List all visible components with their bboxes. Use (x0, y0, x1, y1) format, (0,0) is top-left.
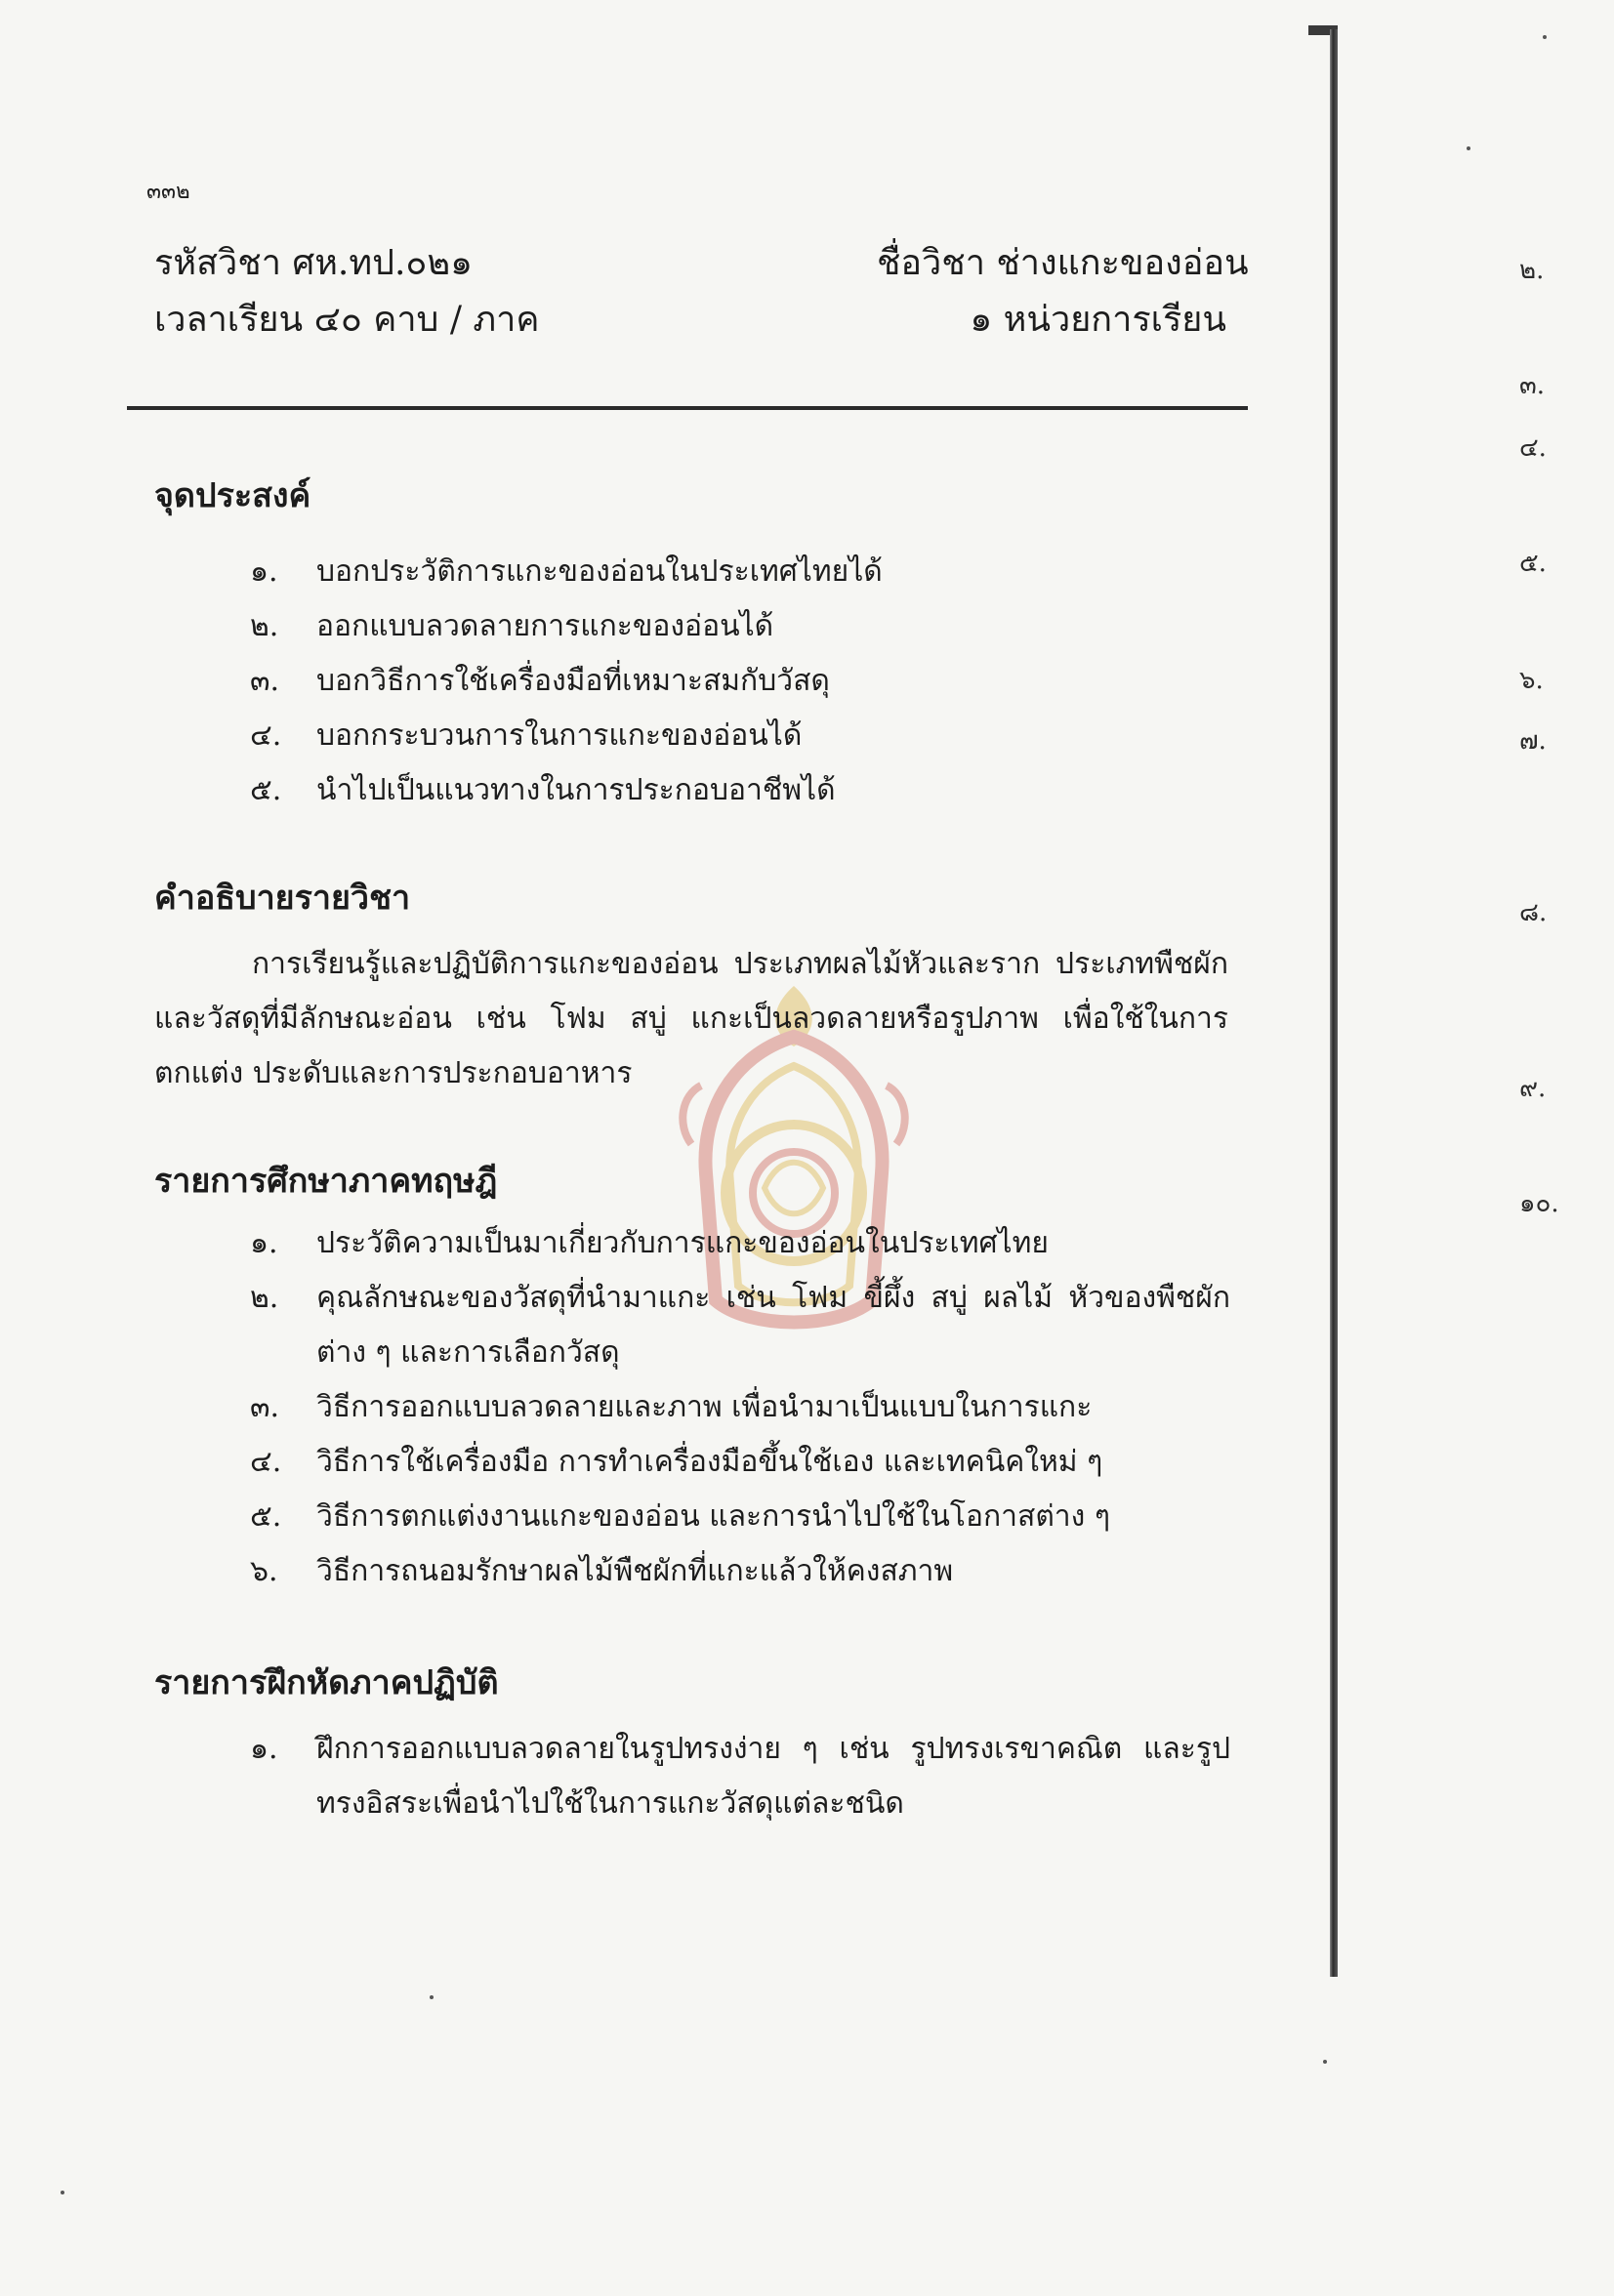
course-code: รหัสวิชา ศห.ทป.๐๒๑ (154, 243, 473, 283)
item-text: วิธีการตกแต่งงานแกะของอ่อน และการนำไปใช้ในโอกาสต่าง ๆ (316, 1499, 1110, 1534)
page-number: ๓๓๒ (146, 180, 190, 204)
item-number: ๑. (250, 1732, 278, 1766)
course-name: ชื่อวิชา ช่างแกะของอ่อน (877, 243, 1249, 283)
item-number: ๕. (250, 773, 282, 807)
item-text: วิธีการถนอมรักษาผลไม้พืชผักที่แกะแล้วให้คงสภาพ (316, 1554, 954, 1588)
item-text: ออกแบบลวดลายการแกะของอ่อนได้ (316, 609, 774, 643)
theory-title: รายการศึกษาภาคทฤษฎี (154, 1162, 498, 1201)
item-number: ๒. (250, 1281, 279, 1315)
binding-edge (1330, 29, 1338, 1977)
item-number: ๓. (250, 664, 280, 698)
objectives-title: จุดประสงค์ (154, 476, 311, 515)
item-number: ๖. (250, 1554, 278, 1588)
item-text: วิธีการออกแบบลวดลายและภาพ เพื่อนำมาเป็นแบบในการแกะ (316, 1390, 1093, 1424)
item-number: ๑. (250, 554, 278, 589)
description-text: การเรียนรู้และปฏิบัติการแกะของอ่อน ประเภทผลไม้หัวและราก ประเภทพืชผัก และวัสดุที่มีลักษณะอ่อน เช่น โฟม สบู่ แกะเป็นลวดลายหรือรูปภาพ เพื่อใช้ในการตกแต่ง ประดับและการประกอบอาหาร (154, 947, 1228, 1090)
item-text: บอกกระบวนการในการแกะของอ่อนได้ (316, 718, 803, 753)
scan-speck (1543, 35, 1547, 39)
margin-number: ๔. (1519, 433, 1547, 463)
item-number: ๒. (250, 609, 279, 643)
margin-number: ๓. (1519, 371, 1546, 400)
margin-number: ๘. (1519, 898, 1548, 927)
study-time: เวลาเรียน ๔๐ คาบ / ภาค (154, 300, 540, 340)
item-number: ๓. (250, 1390, 280, 1424)
item-number: ๔. (250, 718, 282, 753)
header-divider (127, 406, 1248, 410)
margin-number: ๙. (1519, 1074, 1547, 1103)
item-number: ๕. (250, 1499, 282, 1534)
margin-number: ๕. (1519, 549, 1547, 578)
practice-title: รายการฝึกหัดภาคปฏิบัติ (154, 1663, 499, 1702)
item-text: บอกประวัติการแกะของอ่อนในประเทศไทยได้ (316, 554, 883, 589)
item-text: นำไปเป็นแนวทางในการประกอบอาชีพได้ (316, 773, 836, 807)
margin-number: ๒. (1519, 256, 1545, 285)
scan-speck (430, 1995, 434, 1999)
description-title: คำอธิบายรายวิชา (154, 879, 411, 918)
credit-units: ๑ หน่วยการเรียน (970, 300, 1226, 340)
item-text: วิธีการใช้เครื่องมือ การทำเครื่องมือขึ้นใช้เอง และเทคนิคใหม่ ๆ (316, 1445, 1103, 1479)
margin-number: ๗. (1519, 726, 1547, 756)
item-text: ฝึกการออกแบบลวดลายในรูปทรงง่าย ๆ เช่น รูปทรงเรขาคณิต และรูปทรงอิสระเพื่อนำไปใช้ในการแกะวัสดุแต่ละชนิด (316, 1732, 1230, 1821)
scan-speck (1323, 2060, 1327, 2064)
scan-speck (1467, 146, 1470, 150)
item-text: ประวัติความเป็นมาเกี่ยวกับการแกะของอ่อนในประเทศไทย (316, 1226, 1049, 1260)
margin-number: ๖. (1519, 666, 1544, 695)
item-text: คุณลักษณะของวัสดุที่นำมาแกะ เช่น โฟม ขี้ผึ้ง สบู่ ผลไม้ หัวของพืชผักต่าง ๆ และการเลือกวัสดุ (316, 1281, 1230, 1370)
scan-speck (61, 2191, 64, 2194)
item-number: ๔. (250, 1445, 282, 1479)
margin-number: ๑๐. (1519, 1189, 1559, 1218)
item-number: ๑. (250, 1226, 278, 1260)
item-text: บอกวิธีการใช้เครื่องมือที่เหมาะสมกับวัสดุ (316, 664, 830, 698)
